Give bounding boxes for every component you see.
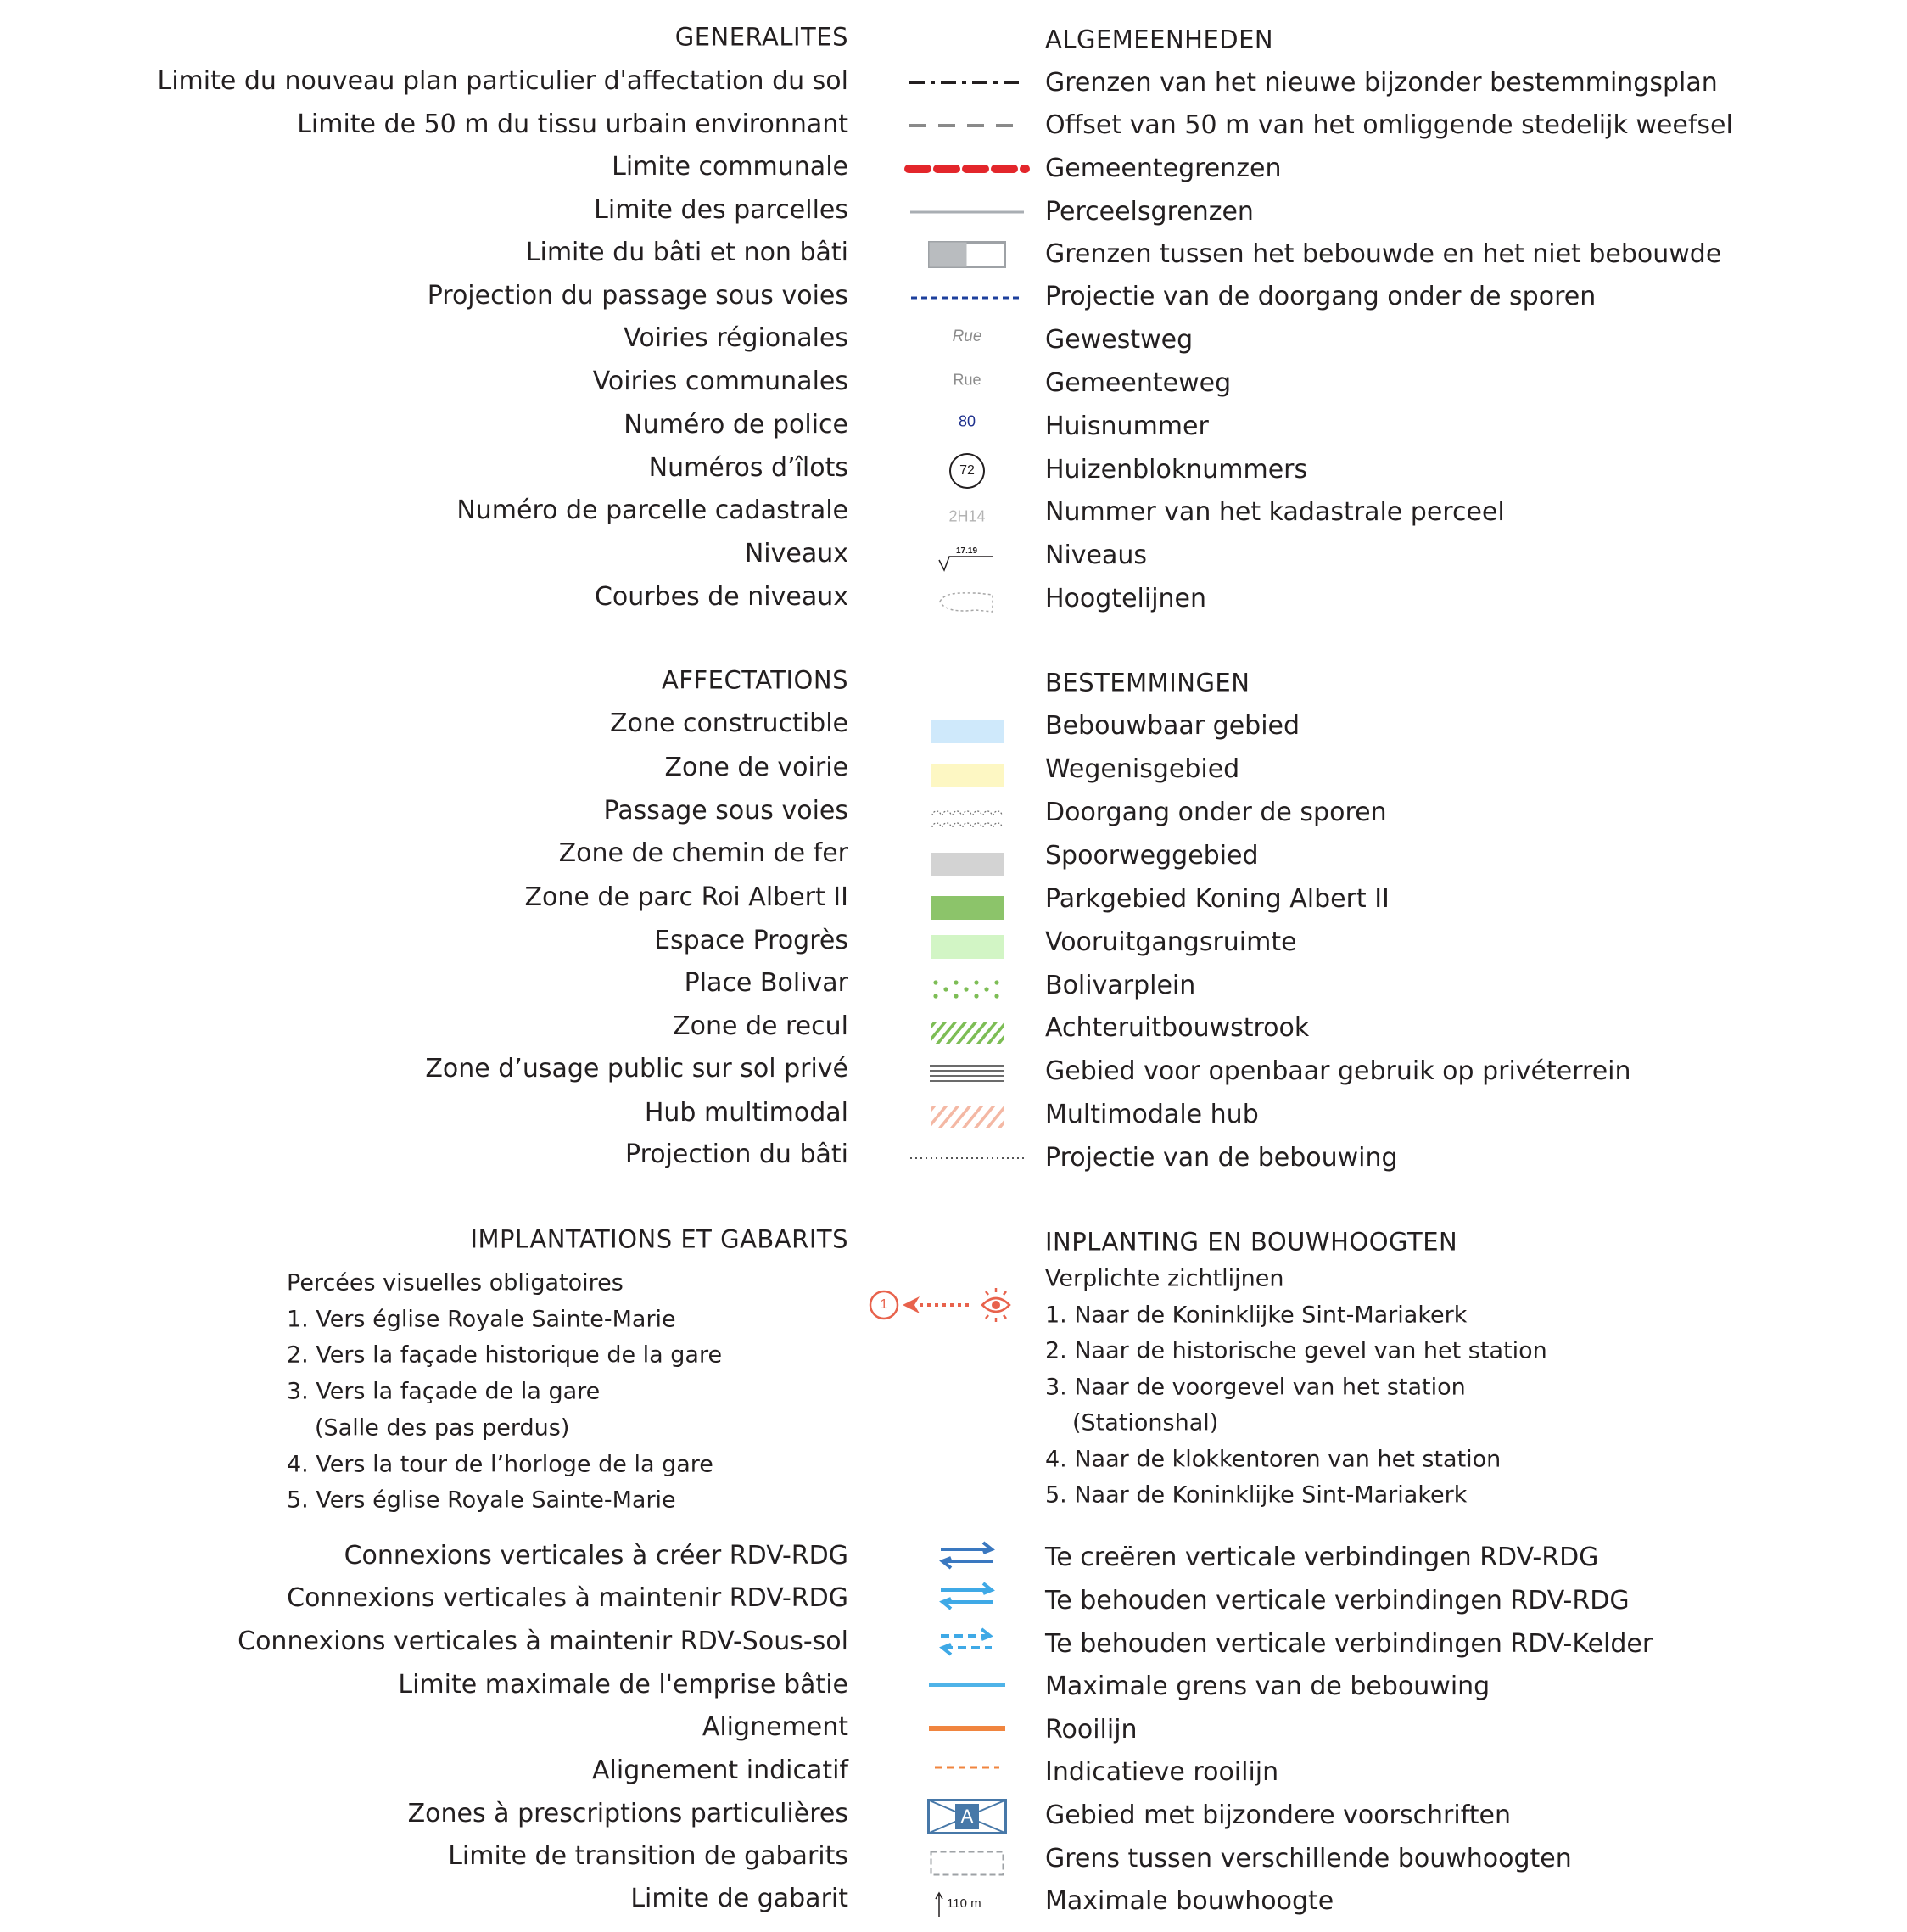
legend-label-fr: Voiries communales [592, 367, 848, 396]
double-arrow-light-blue-symbol [882, 1582, 1052, 1610]
legend-label-fr: Zone de parc Roi Albert II [524, 882, 848, 912]
legend-label-nl: Perceelsgrenzen [1045, 197, 1254, 227]
legend-label-nl: Bebouwbaar gebied [1045, 711, 1300, 741]
contour-shape-symbol [882, 588, 1052, 615]
view-item-fr: 1. Vers église Royale Sainte-Marie [287, 1306, 676, 1333]
cadastral-number-symbol [882, 508, 1052, 526]
legend-label-fr: Connexions verticales à maintenir RDV-Sous-sol [238, 1627, 848, 1656]
view-item-nl: 4. Naar de klokkentoren van het station [1045, 1446, 1502, 1473]
communal-road-text: Rue [953, 371, 981, 389]
legend-label-nl: Huizenbloknummers [1045, 455, 1308, 484]
legend-label-fr: Zone de chemin de fer [558, 838, 848, 868]
legend-label-nl: Grenzen van het nieuwe bijzonder bestemmingsplan [1045, 68, 1718, 98]
legend-label-fr: Connexions verticales à créer RDV-RDG [344, 1541, 848, 1571]
legend-label-fr: Limite communale [612, 152, 848, 182]
legend-label-fr: Zone de voirie [664, 753, 848, 782]
zone-letter-text: A [960, 1806, 974, 1827]
legend-label-nl: Niveaus [1045, 540, 1148, 570]
legend-label-nl: Projectie van de doorgang onder de sporen [1045, 282, 1597, 311]
heading-inplanting: INPLANTING EN BOUWHOOGTEN [1045, 1227, 1458, 1257]
legend-label-nl: Multimodale hub [1045, 1100, 1259, 1129]
legend-label-nl: Parkgebied Koning Albert II [1045, 884, 1390, 914]
legend-label-fr: Voiries régionales [624, 323, 848, 353]
legend-label-fr: Limite maximale de l'emprise bâtie [398, 1670, 848, 1700]
view-item-nl: 2. Naar de historische gevel van het station [1045, 1337, 1547, 1364]
legend-label-fr: Courbes de niveaux [594, 582, 848, 612]
legend-label-nl: Grenzen tussen het bebouwde en het niet bebouwde [1045, 239, 1722, 269]
height-arrow-symbol [882, 1891, 1052, 1917]
legend-label-nl: Spoorweggebied [1045, 841, 1259, 871]
legend-label-nl: Wegenisgebied [1045, 754, 1240, 784]
legend-label-nl: Offset van 50 m van het omliggende stedelijk weefsel [1045, 110, 1733, 140]
legend-label-nl: Projectie van de bebouwing [1045, 1143, 1398, 1173]
dashed-blue-line-symbol [882, 295, 1052, 300]
house-number-text: 80 [958, 412, 976, 430]
dashed-grey-box-symbol [882, 1851, 1052, 1876]
solid-orange-line-symbol [882, 1725, 1052, 1732]
legend-label-fr: Hub multimodal [644, 1098, 848, 1128]
legend-label-fr: Connexions verticales à maintenir RDV-RDG [287, 1583, 848, 1613]
dotted-line-symbol [882, 1156, 1052, 1161]
legend-label-fr: Alignement [702, 1712, 848, 1742]
view-arrow-eye-symbol [867, 1286, 1020, 1324]
arch-pattern-symbol [882, 807, 1052, 829]
communal-road-label-symbol [882, 372, 1052, 389]
legend-label-nl: Hoogtelijnen [1045, 584, 1207, 613]
double-arrow-dashed-blue-symbol [882, 1627, 1052, 1656]
solid-light-blue-line-symbol [882, 1683, 1052, 1688]
legend-label-nl: Te creëren verticale verbindingen RDV-RDG [1045, 1543, 1599, 1572]
legend-label-nl: Gebied met bijzondere voorschriften [1045, 1800, 1511, 1830]
legend-label-fr: Numéro de police [624, 410, 848, 440]
heading-implantations: IMPLANTATIONS ET GABARITS [470, 1224, 848, 1254]
legend-label-nl: Nummer van het kadastrale perceel [1045, 497, 1505, 527]
view-item-fr: 2. Vers la façade historique de la gare [287, 1341, 723, 1369]
legend-label-fr: Espace Progrès [654, 926, 848, 955]
view-number-text: 1 [880, 1297, 888, 1312]
legend-label-fr: Place Bolivar [684, 968, 848, 998]
level-mark-symbol [882, 546, 1052, 572]
light-green-fill-symbol [882, 935, 1052, 959]
legend-label-nl: Vooruitgangsruimte [1045, 927, 1297, 957]
legend-label-fr: Zones à prescriptions particulières [407, 1799, 848, 1828]
view-item-nl: (Stationshal) [1072, 1409, 1219, 1436]
legend-label-nl: Bolivarplein [1045, 971, 1196, 1000]
view-item-nl: 3. Naar de voorgevel van het station [1045, 1374, 1466, 1401]
double-arrow-dark-blue-symbol [882, 1541, 1052, 1570]
view-item-fr: (Salle des pas perdus) [315, 1414, 570, 1442]
green-hatch-symbol [882, 1022, 1052, 1044]
height-value-text: 110 m [947, 1896, 981, 1911]
light-yellow-fill-symbol [882, 764, 1052, 787]
house-number-symbol [882, 413, 1052, 431]
light-grey-fill-symbol [882, 853, 1052, 876]
legend-label-nl: Maximale grens van de bebouwing [1045, 1672, 1490, 1701]
views-title-fr: Percées visuelles obligatoires [287, 1269, 624, 1296]
light-blue-fill-symbol [882, 720, 1052, 743]
half-filled-box-symbol [882, 241, 1052, 268]
level-value-text: 17.19 [956, 546, 978, 556]
legend-label-nl: Gemeentegrenzen [1045, 154, 1282, 183]
legend-label-nl: Grens tussen verschillende bouwhoogten [1045, 1844, 1572, 1873]
legend-label-fr: Projection du passage sous voies [427, 281, 848, 311]
legend-label-nl: Maximale bouwhoogte [1045, 1886, 1334, 1916]
legend-label-nl: Gebied voor openbaar gebruik op privéterrein [1045, 1056, 1631, 1086]
dashed-orange-line-symbol [882, 1765, 1052, 1770]
legend-label-nl: Achteruitbouwstrook [1045, 1013, 1310, 1043]
view-item-nl: 1. Naar de Koninklijke Sint-Mariakerk [1045, 1302, 1468, 1329]
salmon-hatch-symbol [882, 1106, 1052, 1128]
legend-label-fr: Limite des parcelles [594, 195, 848, 225]
dashed-grey-line-symbol [882, 122, 1052, 129]
legend-label-fr: Limite du bâti et non bâti [525, 238, 848, 267]
legend-label-nl: Gewestweg [1045, 325, 1194, 355]
block-number-circle-symbol [882, 453, 1052, 489]
view-item-fr: 3. Vers la façade de la gare [287, 1378, 601, 1405]
legend-label-fr: Passage sous voies [603, 796, 848, 826]
view-item-fr: 4. Vers la tour de l’horloge de la gare [287, 1451, 713, 1478]
cadastral-number-text: 2H14 [948, 507, 986, 525]
legend-label-fr: Limite de transition de gabarits [448, 1841, 848, 1871]
legend-label-fr: Limite de gabarit [630, 1884, 848, 1913]
dashed-red-line-symbol [882, 164, 1052, 174]
legend-label-fr: Zone d’usage public sur sol privé [425, 1054, 848, 1084]
legend-label-nl: Rooilijn [1045, 1715, 1138, 1744]
dash-dot-black-line-symbol [882, 78, 1052, 87]
green-fill-symbol [882, 896, 1052, 920]
legend-label-nl: Te behouden verticale verbindingen RDV-Kelder [1045, 1629, 1653, 1659]
legend-label-fr: Numéro de parcelle cadastrale [456, 496, 848, 525]
legend-label-nl: Gemeenteweg [1045, 368, 1232, 398]
heading-affectations: AFFECTATIONS [661, 665, 848, 695]
solid-grey-line-symbol [882, 210, 1052, 215]
regional-road-text: Rue [952, 328, 982, 345]
legend-label-fr: Numéros d’îlots [648, 453, 848, 483]
heading-generalites: GENERALITES [674, 22, 848, 52]
block-number-text: 72 [959, 463, 975, 478]
crossed-box-a-symbol [882, 1799, 1052, 1834]
legend-label-fr: Limite du nouveau plan particulier d'affectation du sol [157, 66, 848, 96]
view-item-fr: 5. Vers église Royale Sainte-Marie [287, 1487, 676, 1514]
heading-bestemmingen: BESTEMMINGEN [1045, 668, 1250, 697]
legend-label-nl: Te behouden verticale verbindingen RDV-RDG [1045, 1586, 1630, 1616]
regional-road-label-symbol [882, 328, 1052, 346]
legend-label-fr: Projection du bâti [625, 1140, 848, 1169]
horizontal-lines-symbol [882, 1063, 1052, 1084]
legend-label-nl: Huisnummer [1045, 412, 1209, 441]
legend-label-nl: Doorgang onder de sporen [1045, 798, 1387, 827]
legend-label-fr: Niveaux [744, 539, 848, 568]
green-dots-symbol [882, 977, 1052, 1001]
legend-label-fr: Zone constructible [610, 708, 848, 738]
view-item-nl: 5. Naar de Koninklijke Sint-Mariakerk [1045, 1481, 1468, 1509]
legend-label-fr: Zone de recul [673, 1011, 848, 1041]
heading-algemeenheden: ALGEMEENHEDEN [1045, 25, 1274, 54]
legend-label-fr: Limite de 50 m du tissu urbain environnant [297, 109, 848, 139]
legend-label-nl: Indicatieve rooilijn [1045, 1757, 1279, 1787]
views-title-nl: Verplichte zichtlijnen [1045, 1265, 1284, 1292]
legend-label-fr: Alignement indicatif [592, 1756, 848, 1785]
